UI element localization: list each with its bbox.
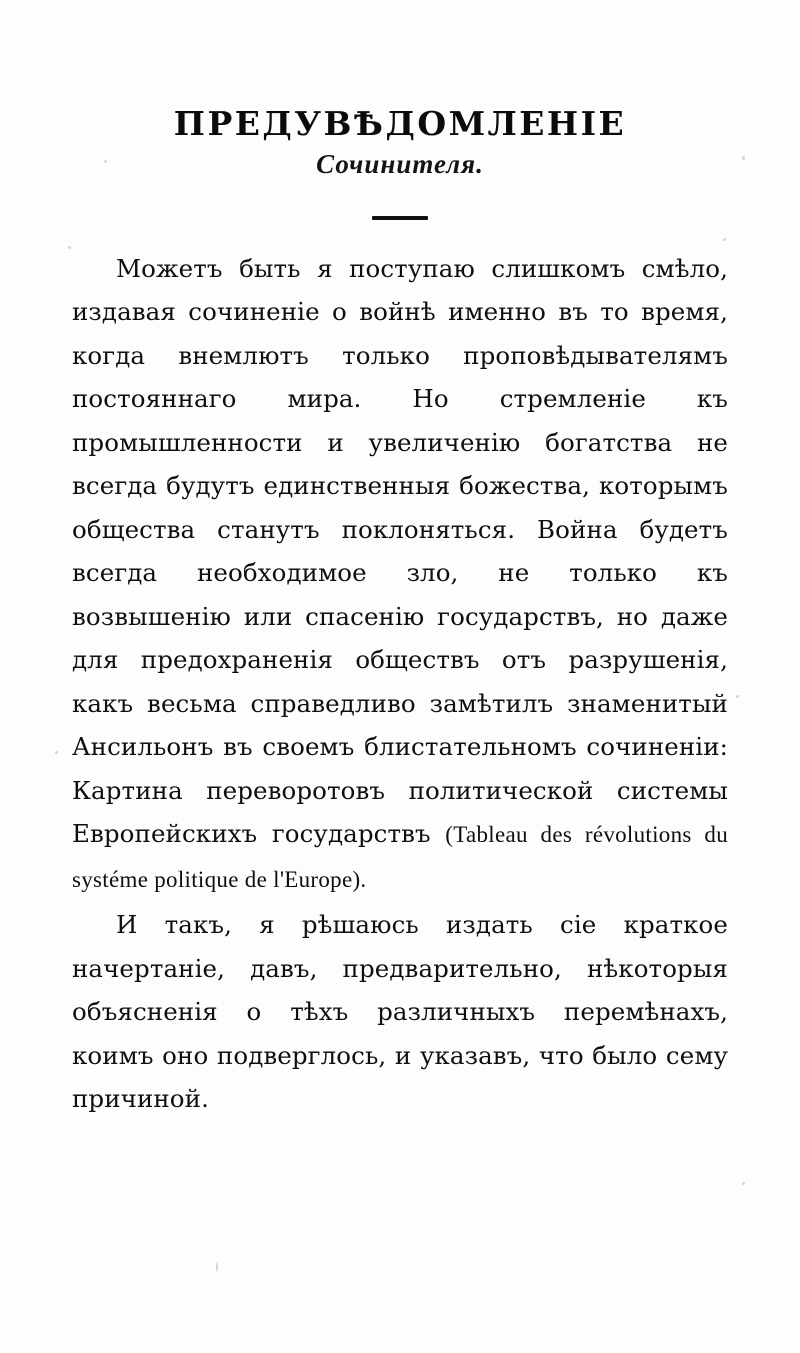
page-content — [72, 106, 728, 1121]
divider — [72, 207, 728, 225]
page-title: ПРЕДУВѢДОМЛЕНІЕ — [173, 104, 627, 143]
paper-speck — [68, 246, 71, 249]
paragraph-2: И такъ, я рѣшаюсь издать сіе краткое начертаніе, давъ, предварительно, нѣкоторыя объясненія о тѣхъ различныхъ перемѣнахъ, коимъ оно подверглось, и указавъ, что было сему причиной. — [72, 910, 728, 1114]
paper-speck — [742, 156, 745, 160]
body-text — [72, 247, 728, 1121]
paper-speck — [742, 1182, 745, 1185]
page-subtitle: Сочинителя. — [316, 149, 484, 180]
paragraph-1 — [72, 247, 728, 902]
french-citation: (Tableau des révolutions du systéme politique de l'Europe). — [72, 822, 728, 892]
paper-speck — [736, 695, 739, 698]
paragraph-1-text: Можетъ быть я поступаю слишкомъ смѣло, издавая сочиненіе о войнѣ именно въ то время, когда внемлютъ только проповѣдывателямъ постояннаго мира. Но стремленіе къ промышленности и увеличенію богатства не всегда будутъ единственныя божества, которымъ общества станутъ поклоняться. Война будетъ всегда необходимое зло, не только къ возвышенію или спасенію государствъ, но даже для предохраненія обществъ отъ разрушенія, какъ весьма справедливо замѣтилъ знаменитый Ансильонъ въ своемъ блистательномъ сочиненіи: Картина переворотовъ политической системы Европейскихъ государствъ — [72, 253, 728, 849]
paper-speck — [55, 751, 58, 754]
horizontal-rule-icon — [372, 216, 428, 220]
paper-speck — [216, 1262, 218, 1272]
